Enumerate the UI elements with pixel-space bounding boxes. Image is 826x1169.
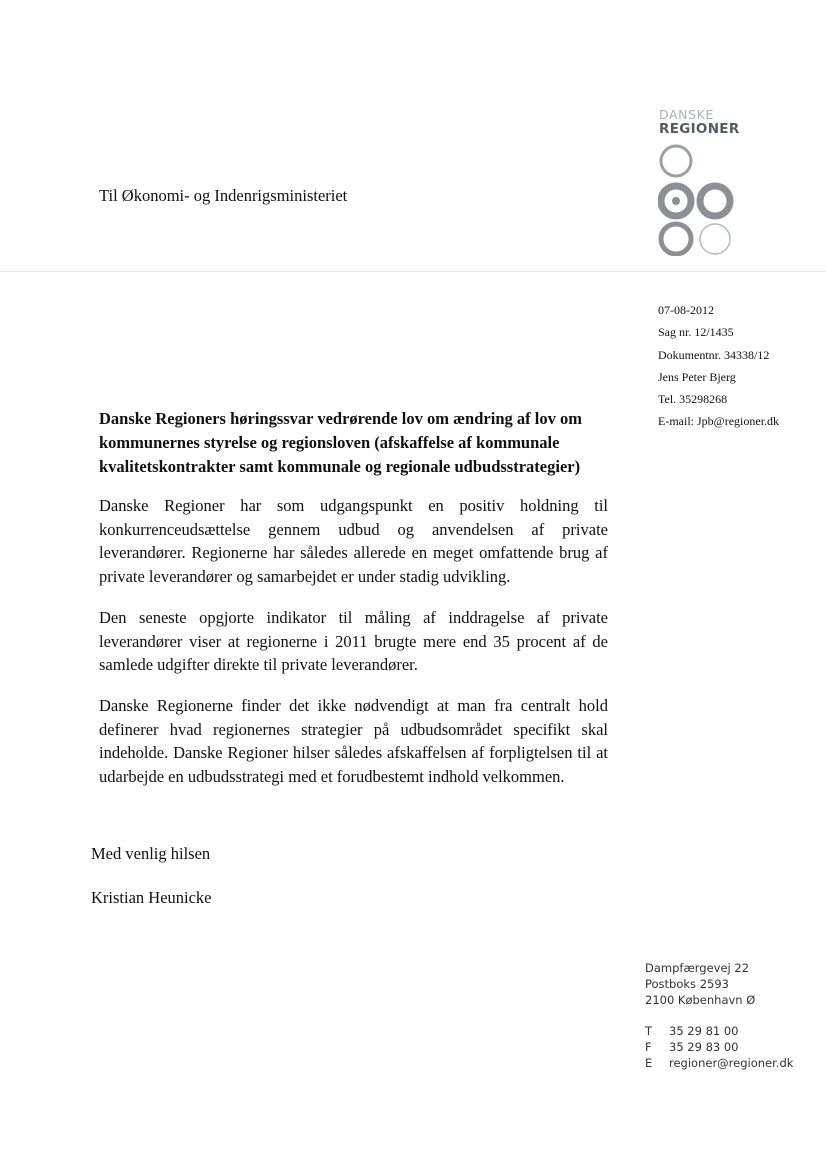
body-paragraph: Den seneste opgjorte indikator til måling af inddragelse af private leverandører viser at regionerne i 2011 brugte mere end 35 procent af de samlede udgifter direkte til private leverandører.	[99, 608, 608, 674]
contact-email-value: regioner@regioner.dk	[669, 1056, 794, 1071]
body-paragraph: Danske Regionerne finder det ikke nødvendigt at man fra centralt hold definerer hvad regionernes strategier på udbudsområdet specifikt skal indeholde. Danske Regioner hilser således afskaffelsen af forpligtelsen til at udarbejde en udbudsstrategi med et forudbestemt indhold velkommen.	[99, 696, 608, 786]
letter-heading: Danske Regioners høringssvar vedrørende lov om ændring af lov om kommunernes styrelse og regionsloven (afskaffelse af kommunale kvalitetskontrakter samt kommunale og regionale udbudsstrategier)	[99, 409, 582, 476]
meta-name: Jens Peter Bjerg	[658, 369, 736, 384]
meta-date: 07-08-2012	[658, 303, 714, 317]
contact-fax-label: F	[645, 1040, 652, 1055]
header-divider	[0, 271, 826, 272]
meta-case: Sag nr. 12/1435	[658, 325, 734, 340]
address-pobox: Postboks 2593	[645, 977, 729, 992]
contact-email-label: E	[645, 1056, 653, 1071]
contact-fax-value: 35 29 83 00	[669, 1040, 739, 1055]
meta-block	[658, 299, 779, 433]
recipient: Til Økonomi- og Indenrigsministeriet	[99, 186, 348, 205]
address-city: 2100 København Ø	[645, 993, 756, 1008]
body-paragraph: Danske Regioner har som udgangspunkt en positiv holdning til konkurrenceudsættelse gennem udbud og anvendelsen af private leverandører. Regionerne har således allerede en meget omfattende brug af private leverandører og samarbejdet er under stadig udvikling.	[99, 496, 608, 586]
closing: Med venlig hilsen	[91, 844, 211, 863]
contact-fax	[645, 1039, 793, 1055]
meta-email: E-mail: Jpb@regioner.dk	[658, 414, 780, 429]
contact-phone-value: 35 29 81 00	[669, 1024, 739, 1038]
logo-wordmark-bottom: REGIONER	[659, 121, 740, 137]
contact-phone-label: T	[645, 1024, 653, 1038]
address-street: Dampfærgevej 22	[645, 961, 750, 975]
signer-name: Kristian Heunicke	[91, 888, 212, 907]
logo-wordmark-top: DANSKE	[659, 107, 714, 122]
contact-block	[645, 1023, 793, 1072]
address-block	[645, 960, 755, 1009]
logo-circles-icon	[658, 141, 738, 256]
meta-document: Dokumentnr. 34338/12	[658, 347, 770, 362]
meta-tel: Tel. 35298268	[658, 392, 728, 407]
contact-email	[645, 1055, 793, 1071]
contact-phone	[645, 1023, 793, 1039]
